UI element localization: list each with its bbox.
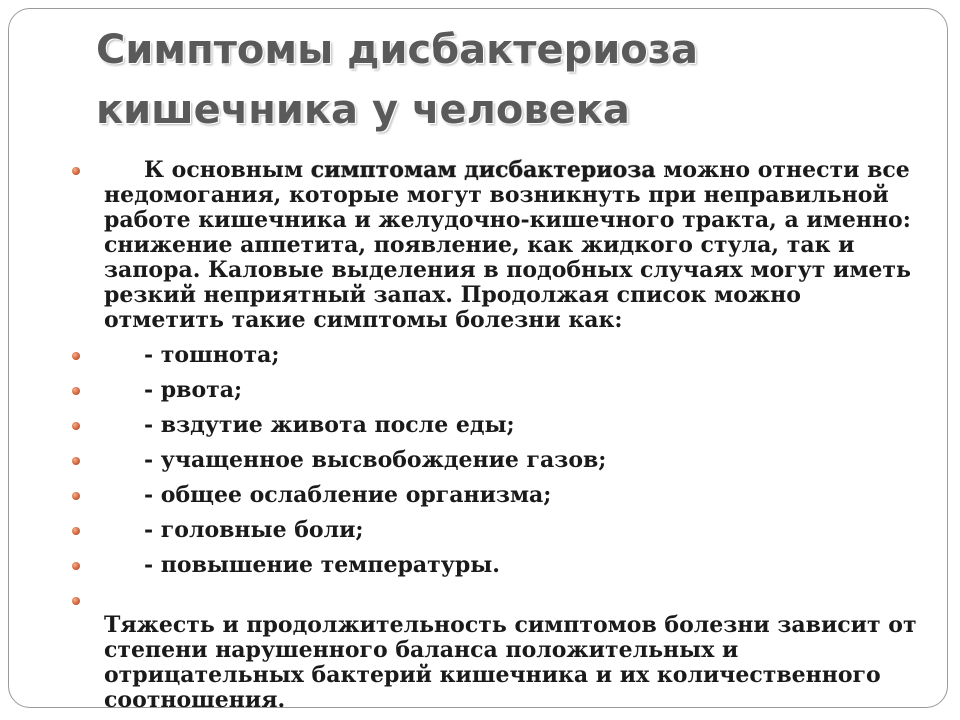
symptom-text: - головные боли; bbox=[144, 517, 364, 543]
list-item bbox=[70, 378, 920, 403]
list-item bbox=[70, 553, 920, 578]
slide-content bbox=[70, 158, 920, 717]
bullet-icon bbox=[72, 422, 80, 430]
symptom-text: - вздутие живота после еды; bbox=[144, 412, 515, 438]
list-item bbox=[70, 343, 920, 368]
list-item bbox=[70, 413, 920, 438]
intro-lead: К основным bbox=[144, 157, 311, 183]
conclusion-item bbox=[70, 588, 920, 713]
bullet-icon bbox=[72, 527, 80, 535]
symptom-text: - учащенное высвобождение газов; bbox=[144, 447, 607, 473]
empty-line bbox=[104, 588, 920, 613]
bullet-icon bbox=[72, 457, 80, 465]
bullet-icon bbox=[72, 167, 80, 175]
list-item bbox=[70, 448, 920, 473]
bullet-icon bbox=[72, 562, 80, 570]
symptom-text: - повышение температуры. bbox=[144, 552, 500, 578]
bullet-icon bbox=[72, 492, 80, 500]
bullet-icon bbox=[72, 597, 80, 605]
symptom-text: - тошнота; bbox=[144, 342, 280, 368]
list-item bbox=[70, 518, 920, 543]
list-item bbox=[70, 483, 920, 508]
bullet-icon bbox=[72, 387, 80, 395]
bullet-icon bbox=[72, 352, 80, 360]
intro-rest: можно отнести все недомогания, которые могут возникнуть при неправильной работе кишечника и желудочно-кишечного тракта, а именно: снижение аппетита, появление, как жидкого стула, так и запора. Каловые выделения в подобных случаях могут иметь резкий неприятный запах. Продолжая список можно отметить такие симптомы болезни как: bbox=[104, 157, 911, 333]
intro-emphasis: симптомам дисбактериоза bbox=[310, 157, 656, 183]
symptom-text: - общее ослабление организма; bbox=[144, 482, 552, 508]
symptom-text: - рвота; bbox=[144, 377, 243, 403]
slide-title: Симптомы дисбактериоза кишечника у человека bbox=[96, 27, 698, 133]
intro-item bbox=[70, 158, 920, 333]
conclusion-text: Тяжесть и продолжительность симптомов болезни зависит от степени нарушенного баланса положительных и отрицательных бактерий кишечника и их количественного соотношения. bbox=[104, 612, 917, 713]
